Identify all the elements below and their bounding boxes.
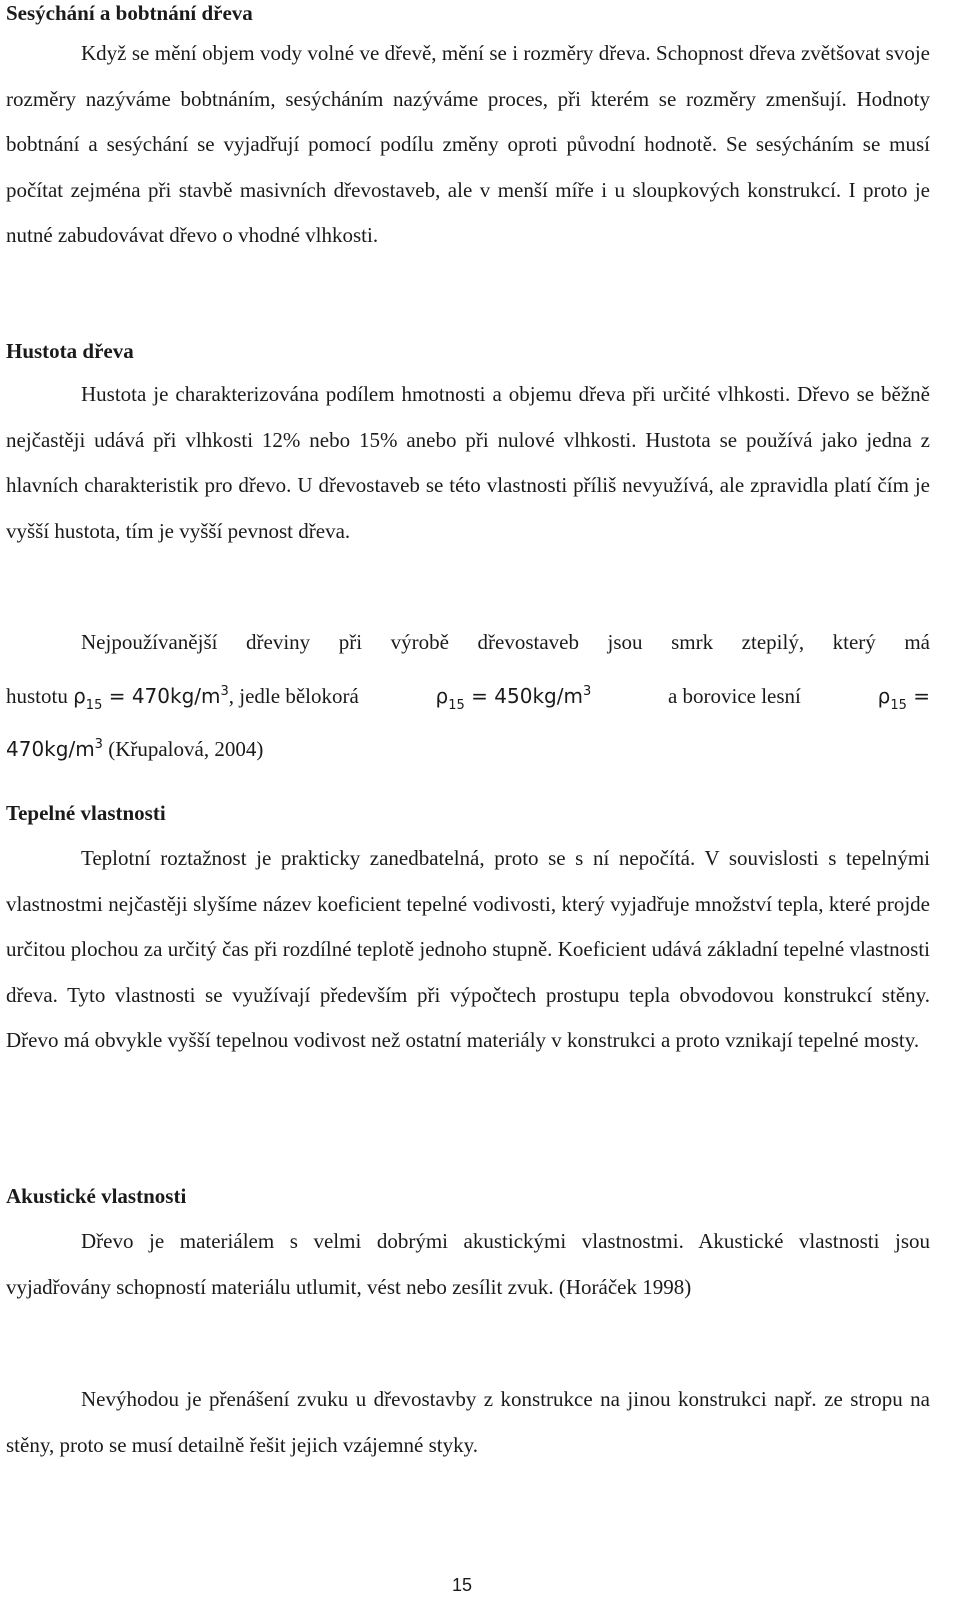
paragraph-tepelne: Teplotní roztažnost je prakticky zanedbatelná, proto se s ní nepočítá. V souvislosti s tepelnými vlastnostmi nejčastěji slyšíme název koeficient tepelné vodivosti, který vyjadřuje množství tepla, které projde určitou plochou za určitý čas při rozdílné teplotě jednoho stupně. Koeficient udává základní tepelné vlastnosti dřeva. Tyto vlastnosti se využívají především při výpočtech prostupu tepla obvodovou konstrukcí stěny. Dřevo má obvykle vyšší tepelnou vodivost než ostatní materiály v konstrukci a proto vznikají tepelné mosty. — [6, 846, 930, 1052]
paragraph-sesychani: Když se mění objem vody volné ve dřevě, mění se i rozměry dřeva. Schopnost dřeva zvětšovat svoje rozměry nazýváme bobtnáním, sesýcháním nazýváme proces, při kterém se rozměry zmenšují. Hodnoty bobtnání a sesýchání se vyjadřují pomocí podílu změny oproti původní hodnotě. Se sesýcháním se musí počítat zejména při stavbě masivních dřevostaveb, ale v menší míře i u sloupkových konstrukcí. I proto je nutné zabudovávat dřevo o vhodné vlhkosti. — [6, 41, 930, 247]
section-heading-akusticke: Akustické vlastnosti — [6, 1184, 187, 1208]
density-line-3 — [6, 731, 930, 763]
paragraph-akusticke-2: Nevýhodou je přenášení zvuku u dřevostavby z konstrukce na jinou konstrukci např. ze stropu na stěny, proto se musí detailně řešit jejich vzájemné styky. — [6, 1387, 930, 1457]
text-borovice: a borovice lesní — [667, 684, 801, 708]
section-heading-tepelne: Tepelné vlastnosti — [6, 801, 166, 825]
citation-krupalova: (Křupalová, 2004) — [108, 737, 264, 761]
rho-smrk: $\rho_{15} = 470kg/m^3$ — [73, 684, 229, 713]
paragraph-hustota: Hustota je charakterizována podílem hmotnosti a objemu dřeva při určité vlhkosti. Dřevo se běžně nejčastěji udává při vlhkosti 12% nebo 15% anebo při nulové vlhkosti. Hustota se používá jako jedna z hlavních charakteristik pro dřevo. U dřevostaveb se této vlastnosti příliš nevyužívá, ale zpravidla platí čím je vyšší hustota, tím je vyšší pevnost dřeva. — [6, 382, 930, 543]
page-number: 15 — [451, 1575, 473, 1595]
density-formula-smrk: hustotu $\rho_{15} = 470kg/m^3$, jedle bělokorá — [6, 684, 359, 713]
density-line-1: Nejpoužívanější dřeviny při výrobě dřevostaveb jsou smrk ztepilý, který má — [81, 630, 930, 654]
value-borovice: $470kg/m^3$ — [6, 737, 103, 761]
rho-borovice: $\rho_{15}$ = — [877, 684, 930, 713]
rho-jedle: $\rho_{15} = 450kg/m^3$ — [435, 684, 592, 713]
density-line-2 — [6, 678, 930, 720]
paragraph-akusticke-1: Dřevo je materiálem s velmi dobrými akustickými vlastnostmi. Akustické vlastnosti jsou vyjadřovány schopností materiálu utlumit, vést nebo zesílit zvuk. (Horáček 1998) — [6, 1229, 930, 1299]
section-heading-sesychani: Sesýchání a bobtnání dřeva — [6, 1, 253, 25]
section-heading-hustota: Hustota dřeva — [6, 339, 134, 363]
